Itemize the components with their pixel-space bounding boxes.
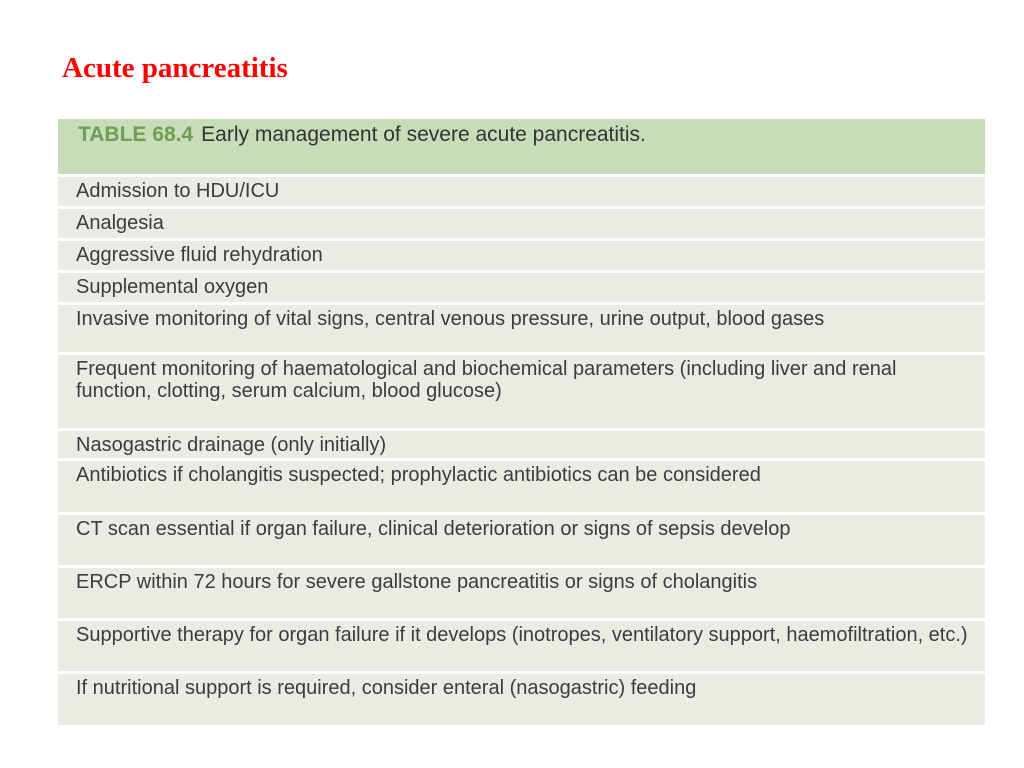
table-number-label: TABLE 68.4: [78, 123, 194, 146]
table-row: Invasive monitoring of vital signs, central venous pressure, urine output, blood gases: [58, 302, 985, 352]
table-row: If nutritional support is required, consider enteral (nasogastric) feeding: [58, 671, 985, 725]
table-row: Supplemental oxygen: [58, 270, 985, 302]
table-row: Aggressive fluid rehydration: [58, 238, 985, 270]
slide-title: Acute pancreatitis: [62, 52, 288, 84]
table-caption: Early management of severe acute pancreatitis.: [201, 123, 646, 146]
table-row: Supportive therapy for organ failure if it develops (inotropes, ventilatory support, haemofiltration, etc.): [58, 618, 985, 671]
table-row: Frequent monitoring of haematological and biochemical parameters (including liver and renal function, clotting, serum calcium, blood glucose): [58, 352, 985, 428]
table-row: Analgesia: [58, 206, 985, 238]
table-row: Antibiotics if cholangitis suspected; prophylactic antibiotics can be considered: [58, 458, 985, 512]
table-row: CT scan essential if organ failure, clinical deterioration or signs of sepsis develop: [58, 512, 985, 565]
management-table: [58, 119, 985, 725]
table-row: Nasogastric drainage (only initially): [58, 428, 985, 458]
table-row: ERCP within 72 hours for severe gallstone pancreatitis or signs of cholangitis: [58, 565, 985, 618]
table-header: [58, 119, 985, 174]
table-row: Admission to HDU/ICU: [58, 174, 985, 206]
